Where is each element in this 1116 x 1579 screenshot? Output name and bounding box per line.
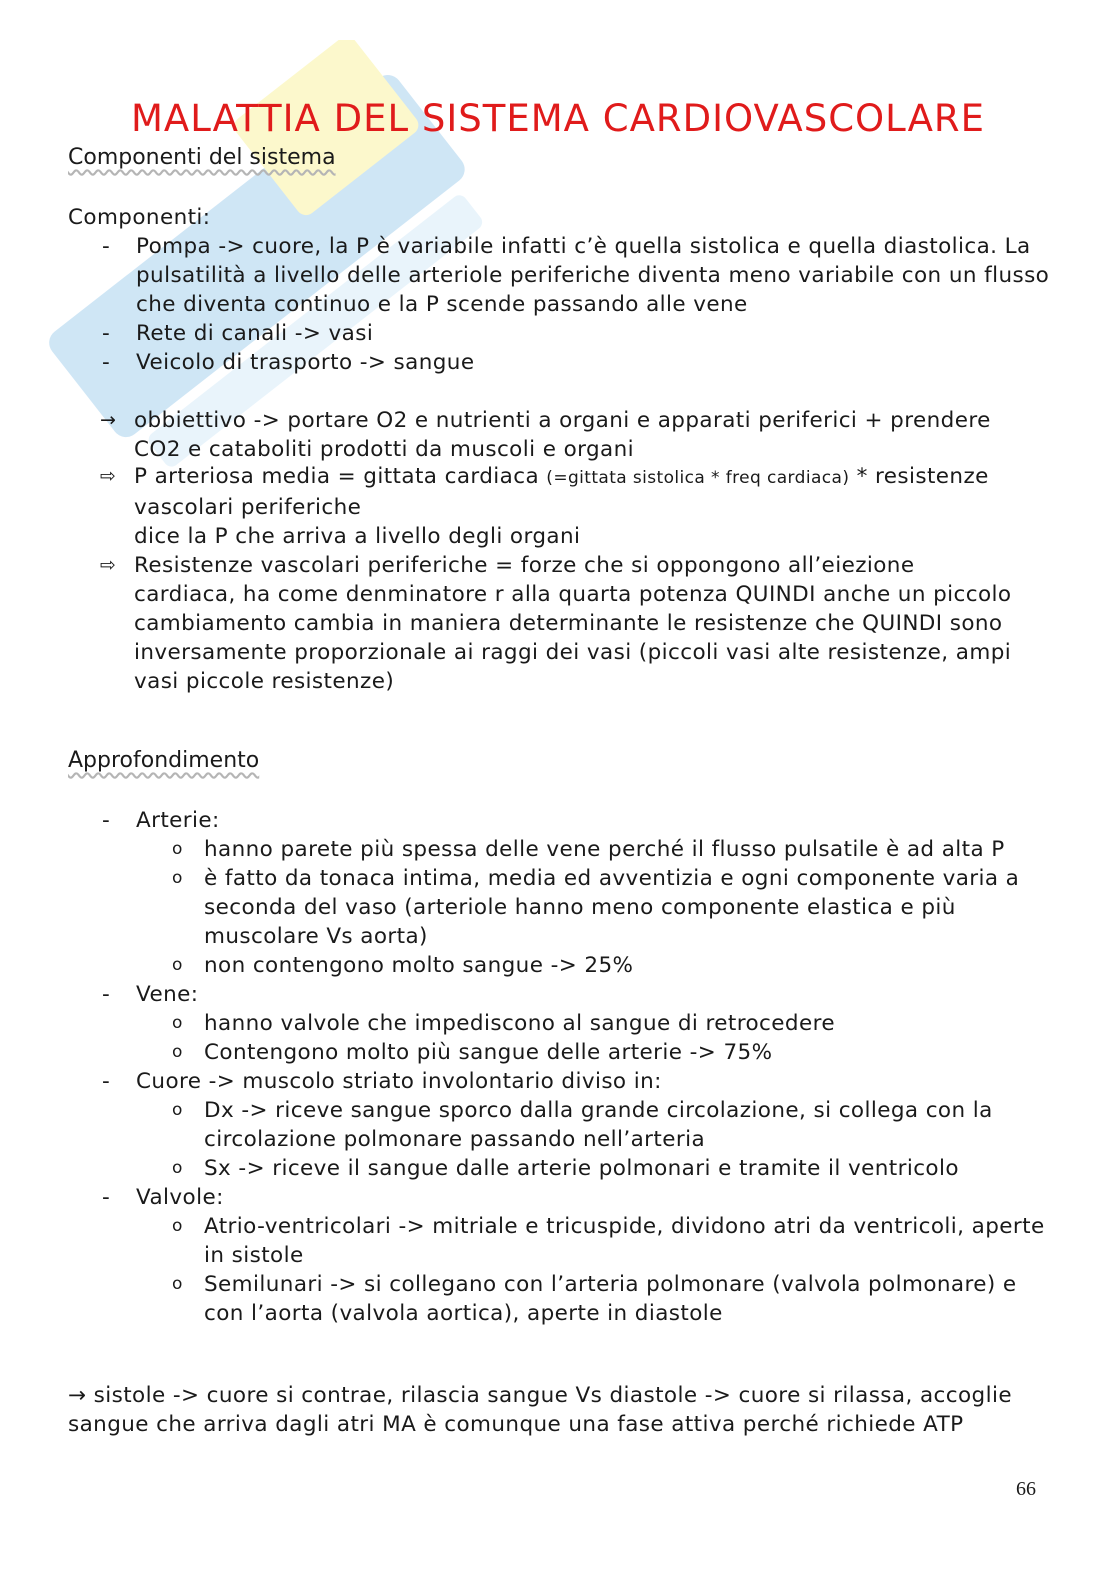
- pressure-text-small: (=gittata sistolica * freq cardiaca): [546, 468, 850, 488]
- dash-bullet: -: [102, 808, 111, 833]
- hollow-arrow-icon: ⇨: [100, 554, 117, 576]
- list-item: [68, 1183, 1053, 1212]
- sub-list-item: [68, 1270, 1053, 1328]
- dash-bullet: -: [102, 234, 111, 259]
- list-item: [68, 806, 1053, 835]
- hollow-arrow-line: [100, 551, 1020, 696]
- componenti-label: Componenti:: [68, 205, 211, 230]
- dash-bullet: -: [102, 321, 111, 346]
- sub-item-text: Contengono molto più sangue delle arterie -> 75%: [204, 1040, 773, 1065]
- conclusion-text: sistole -> cuore si contrae, rilascia sangue Vs diastole -> cuore si rilassa, accoglie sangue che arriva dagli atri MA è comunque una fase attiva perché richiede ATP: [68, 1383, 1012, 1437]
- hollow-arrow-line: [100, 462, 1020, 551]
- sub-item-text: Dx -> riceve sangue sporco dalla grande circolazione, si collega con la circolazione polmonare passando nell’arteria: [204, 1098, 993, 1152]
- sub-item-text: Atrio-ventricolari -> mitriale e tricuspide, dividono atri da ventricoli, aperte in sistole: [204, 1214, 1045, 1268]
- list-item-text: Arterie:: [136, 808, 220, 833]
- list-item: [68, 1067, 1053, 1096]
- conclusion-paragraph: [68, 1381, 1028, 1439]
- list-item: [68, 348, 1053, 377]
- pressure-text-line2: dice la P che arriva a livello degli organi: [134, 524, 581, 549]
- circle-bullet: o: [172, 1042, 183, 1062]
- arrow-icon: →: [68, 1383, 87, 1408]
- list-item-text: Valvole:: [136, 1185, 224, 1210]
- circle-bullet: o: [172, 839, 183, 859]
- sub-list-item: [68, 1038, 1053, 1067]
- list-item-text: Rete di canali -> vasi: [136, 321, 374, 346]
- components-list: [68, 232, 1053, 377]
- sub-item-text: hanno parete più spessa delle vene perché il flusso pulsatile è ad alta P: [204, 837, 1005, 862]
- section-heading-approfondimento: Approfondimento: [68, 748, 260, 773]
- pressure-text-before: P arteriosa media = gittata cardiaca: [134, 464, 547, 489]
- circle-bullet: o: [172, 1013, 183, 1033]
- section-heading-componenti: Componenti del sistema: [68, 145, 336, 170]
- list-item-text: Vene:: [136, 982, 199, 1007]
- objective-text: obbiettivo -> portare O2 e nutrienti a organi e apparati periferici + prendere CO2 e cataboliti prodotti da muscoli e organi: [134, 408, 991, 462]
- sub-item-text: Semilunari -> si collegano con l’arteria polmonare (valvola polmonare) e con l’aorta (valvola aortica), aperte in diastole: [204, 1272, 1017, 1326]
- sub-list-item: [68, 1154, 1053, 1183]
- approfondimento-list: [68, 806, 1053, 1328]
- page-number: 66: [1016, 1478, 1036, 1500]
- dash-bullet: -: [102, 1069, 111, 1094]
- list-item: [68, 232, 1053, 319]
- circle-bullet: o: [172, 1100, 183, 1120]
- sub-list-item: [68, 1009, 1053, 1038]
- arrow-line: [100, 406, 1020, 464]
- list-item-text: Cuore -> muscolo striato involontario diviso in:: [136, 1069, 662, 1094]
- circle-bullet: o: [172, 1216, 183, 1236]
- dash-bullet: -: [102, 982, 111, 1007]
- dash-bullet: -: [102, 1185, 111, 1210]
- arrow-icon: →: [100, 409, 117, 431]
- sub-item-text: Sx -> riceve il sangue dalle arterie polmonari e tramite il ventricolo: [204, 1156, 959, 1181]
- sub-list-item: [68, 1096, 1053, 1154]
- sub-list-item: [68, 864, 1053, 951]
- list-item: [68, 980, 1053, 1009]
- circle-bullet: o: [172, 1274, 183, 1294]
- objective-paragraph: [100, 406, 1020, 464]
- circle-bullet: o: [172, 1158, 183, 1178]
- sub-list-item: [68, 835, 1053, 864]
- list-item-text: Veicolo di trasporto -> sangue: [136, 350, 475, 375]
- hollow-arrow-icon: ⇨: [100, 465, 117, 487]
- formula-block: [100, 462, 1020, 696]
- sub-list-item: [68, 1212, 1053, 1270]
- page-title: MALATTIA DEL SISTEMA CARDIOVASCOLARE: [130, 96, 986, 140]
- sub-item-text: è fatto da tonaca intima, media ed avventizia e ogni componente varia a seconda del vaso (arteriole hanno meno componente elastica e più muscolare Vs aorta): [204, 866, 1020, 949]
- sub-item-text: non contengono molto sangue -> 25%: [204, 953, 634, 978]
- dash-bullet: -: [102, 350, 111, 375]
- pressure-text-after: * resistenze vascolari periferiche: [134, 464, 989, 520]
- list-item-text: Pompa -> cuore, la P è variabile infatti c’è quella sistolica e quella diastolica. La pulsatilità a livello delle arteriole periferiche diventa meno variabile con un flusso che diventa continuo e la P scende passando alle vene: [136, 234, 1050, 317]
- circle-bullet: o: [172, 868, 183, 888]
- resistances-text: Resistenze vascolari periferiche = forze che si oppongono all’eiezione cardiaca, ha come denminatore r alla quarta potenza QUINDI anche un piccolo cambiamento cambia in maniera determinante le resistenze che QUINDI sono inversamente proporzionale ai raggi dei vasi (piccoli vasi alte resistenze, ampi vasi piccole resistenze): [134, 553, 1012, 694]
- list-item: [68, 319, 1053, 348]
- circle-bullet: o: [172, 955, 183, 975]
- sub-list-item: [68, 951, 1053, 980]
- sub-item-text: hanno valvole che impediscono al sangue di retrocedere: [204, 1011, 835, 1036]
